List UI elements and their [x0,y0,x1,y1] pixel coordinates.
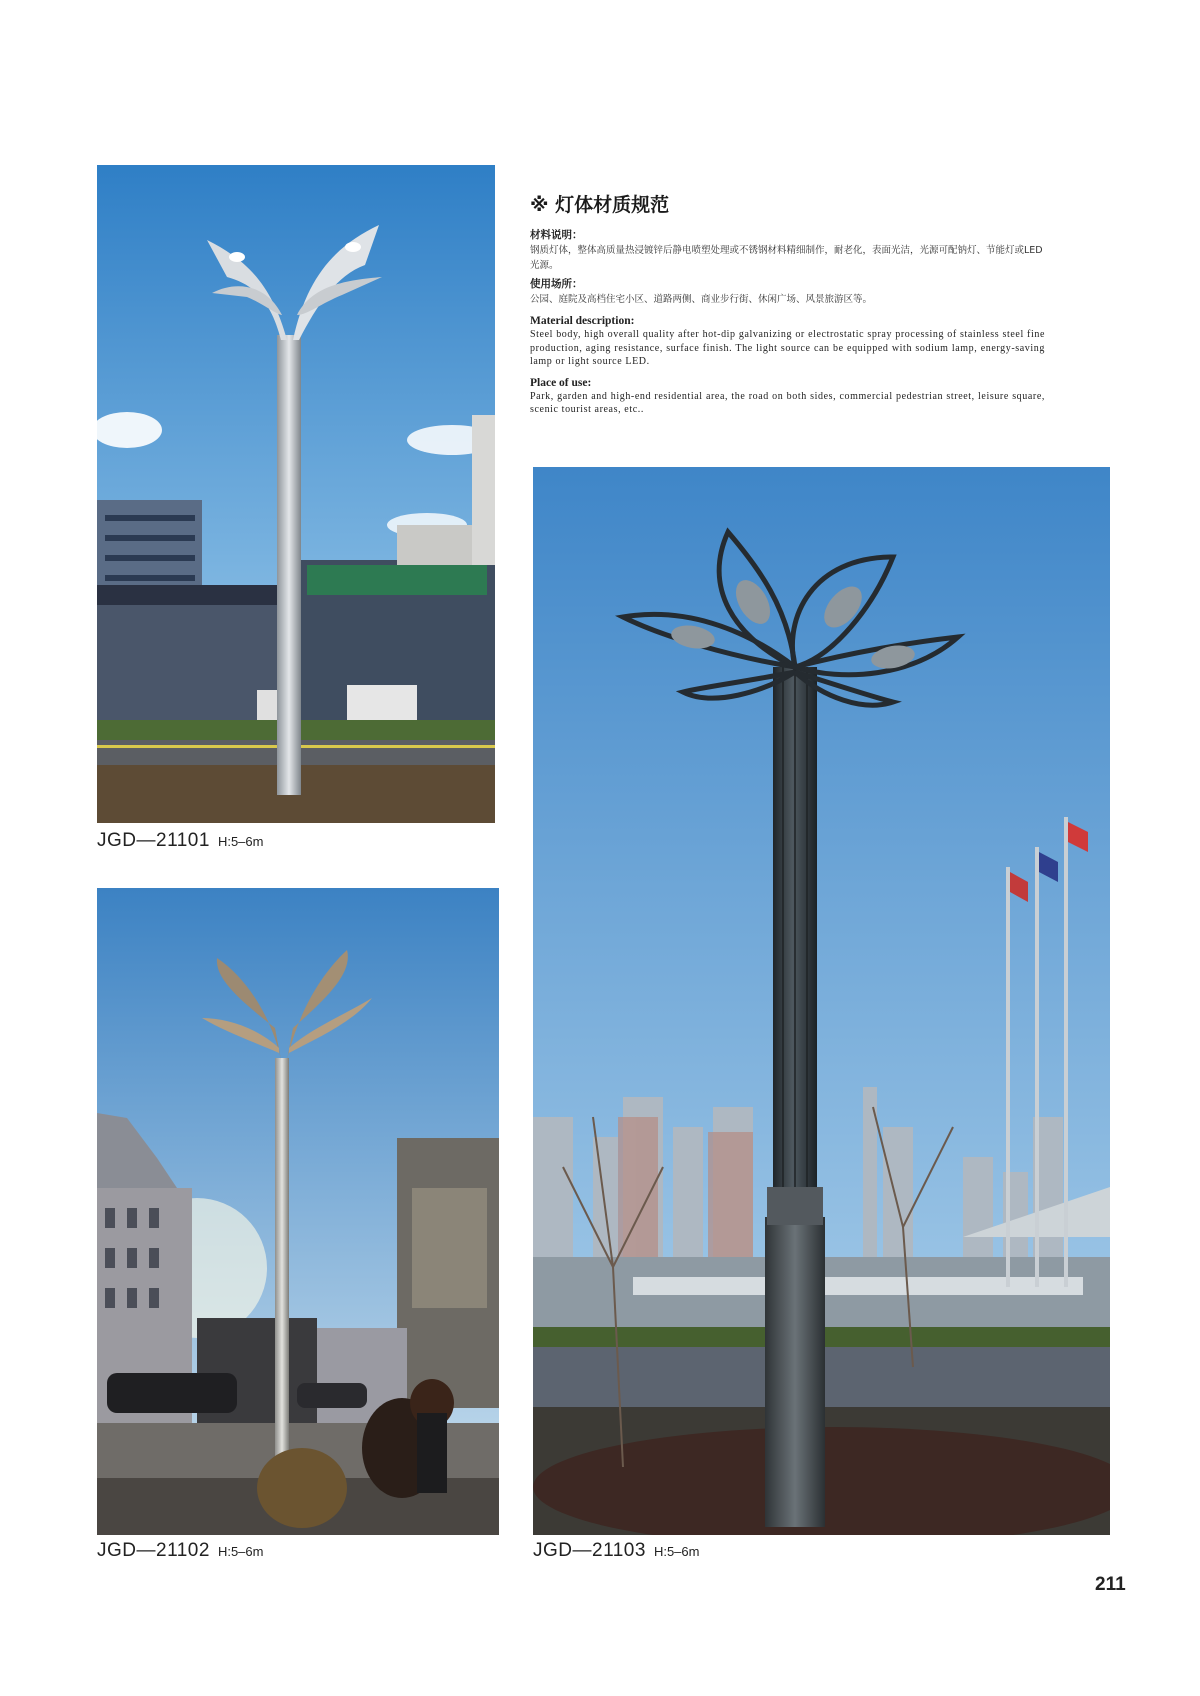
material-label-cn: 材料说明： [530,229,583,241]
height-spec: H:5–6m [653,1544,700,1559]
spec-heading: ※ 灯体材质规范 [530,194,670,216]
material-label-en: Material description: [530,315,635,327]
product-caption-jgd-21102 [97,1540,263,1562]
height-spec: H:5–6m [217,834,264,849]
model-number: JGD—21102 [97,1540,210,1561]
product-caption-jgd-21103 [533,1540,699,1562]
product-caption-jgd-21101 [97,830,263,852]
usage-label-en: Place of use: [530,376,592,389]
usage-text-en: Park, garden and high-end residential area, the road on both sides, commercial pedestrian street, leisure square, scenic tourist areas, etc.. [530,390,1045,415]
product-photo-jgd-21103 [533,467,1110,1535]
material-spec-block [530,190,1045,417]
material-text-en: Steel body, high overall quality after hot-dip galvanizing or electrostatic spray processing of stainless steel fine production, aging resistance, surface finish. The light source can be equipped with sodium lamp, energy-saving lamp or light source LED. [530,329,1045,367]
model-number: JGD—21103 [533,1540,646,1561]
height-spec: H:5–6m [217,1544,264,1559]
page-number: 211 [1095,1574,1126,1595]
model-number: JGD—21101 [97,830,210,851]
product-photo-jgd-21101 [97,165,495,823]
usage-text-cn: 公园、庭院及高档住宅小区、道路两侧、商业步行街、休闲广场、风景旅游区等。 [530,294,873,305]
material-text-cn: 钢质灯体，整体高质量热浸镀锌后静电喷塑处理或不锈钢材料精细制作，耐老化，表面光洁，光源可配钠灯、节能灯或LED光源。 [530,245,1043,271]
product-photo-jgd-21102 [97,888,499,1535]
usage-label-cn: 使用场所： [530,278,583,290]
